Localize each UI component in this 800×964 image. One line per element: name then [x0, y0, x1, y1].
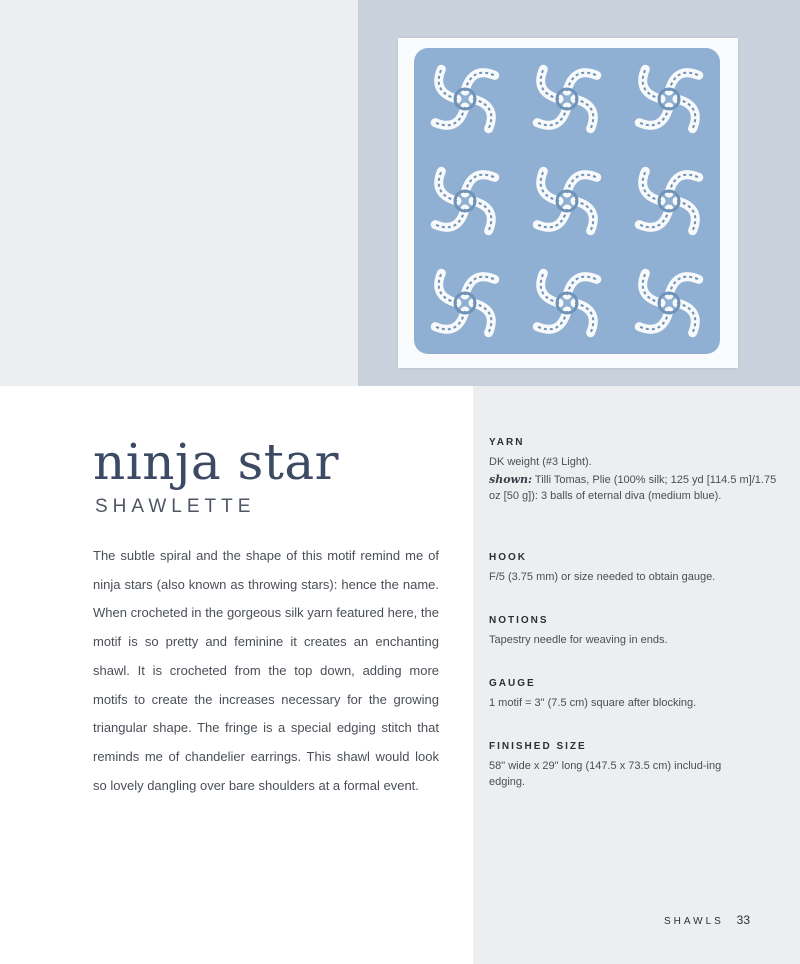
- footer-section-name: SHAWLS: [663, 916, 724, 927]
- spec-gauge-text: 1 motif = 3" (7.5 cm) square after blocking.: [489, 697, 697, 709]
- spec-hook: [489, 552, 779, 585]
- spec-gauge: [489, 678, 779, 711]
- spec-notions-text: Tapestry needle for weaving in ends.: [489, 634, 668, 646]
- spec-yarn: [489, 437, 779, 504]
- spec-gauge-heading: GAUGE: [489, 678, 536, 689]
- spec-notions: [489, 615, 779, 648]
- spec-yarn-shown: [489, 472, 779, 504]
- crochet-motif-photo: [398, 38, 738, 368]
- top-left-panel: [0, 0, 358, 386]
- spec-finished-size-heading: FINISHED SIZE: [489, 741, 587, 752]
- spec-yarn-heading: YARN: [489, 437, 525, 448]
- spec-notions-heading: NOTIONS: [489, 615, 549, 626]
- page-number: 33: [736, 913, 750, 927]
- spec-yarn-weight: DK weight (#3 Light).: [489, 456, 592, 468]
- page-footer: [664, 913, 750, 927]
- spec-yarn-shown-text: Tilli Tomas, Plie (100% silk; 125 yd [114.5 m]/1.75 oz [50 g]): 3 balls of eternal diva (medium blue).: [489, 474, 777, 502]
- page-title: ninja star: [93, 433, 340, 491]
- spec-hook-text: F/5 (3.75 mm) or size needed to obtain gauge.: [489, 571, 716, 583]
- spec-finished-size-text: 58" wide x 29" long (147.5 x 73.5 cm) includ-ing edging.: [489, 760, 722, 788]
- spec-hook-heading: HOOK: [489, 552, 527, 563]
- shown-label: shown:: [489, 473, 533, 486]
- page-subtitle: SHAWLETTE: [95, 496, 256, 517]
- intro-paragraph: The subtle spiral and the shape of this motif remind me of ninja stars (also known as throwing stars): hence the name. When crocheted in the gorgeous silk yarn featured here, the motif is so pretty and feminine it creates an enchanting shawl. It is crocheted from the top down, adding more motifs to create the increases necessary for the growing triangular shape. The fringe is a special edging stitch that reminds me of chandelier earrings. This shawl would look so lovely dangling over bare shoulders at a formal event.: [93, 548, 439, 793]
- crochet-motif-swatch-image: [398, 38, 738, 368]
- spec-finished-size: [489, 741, 734, 790]
